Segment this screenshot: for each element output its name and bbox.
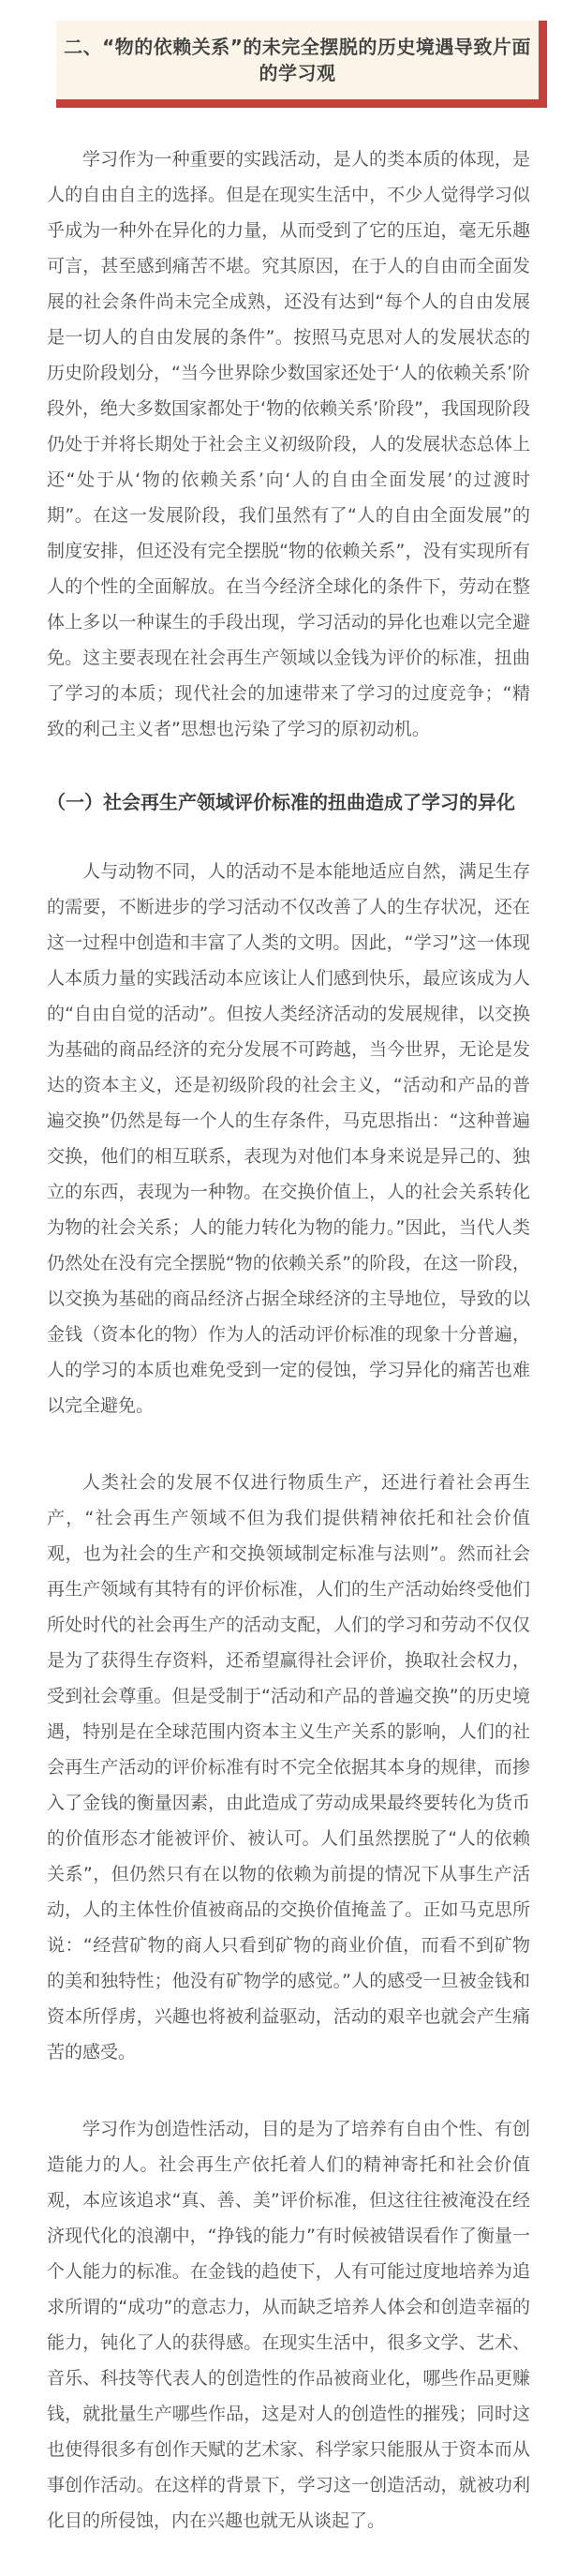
section-title: 二、“物的依赖关系”的未完全摆脱的历史境遇导致片面的学习观 xyxy=(64,36,531,84)
body-paragraph: 人类社会的发展不仅进行物质生产，还进行着社会再生产，“社会再生产领域不但为我们提供精神依托和社会价值观，也为社会的生产和交换领域制定标准与法则”。然而社会再生产领域有其特有的评价标准，人们的生产活动始终受他们所处时代的社会再生产的活动支配，人们的学习和劳动不仅仅是为了获得生存资料，还希望赢得社会评价，换取社会权力，受到社会尊重。但是受制于“活动和产品的普遍交换”的历史境遇，特别是在全球范围内资本主义生产关系的影响，人们的社会再生产活动的评价标准有时不完全依据其本身的规律，而掺入了金钱的衡量因素，由此造成了劳动成果最终要转化为货币的价值形态才能被评价、被认可。人们虽然摆脱了“人的依赖关系”，但仍然只有在以物的依赖为前提的情况下从事生产活动，人的主体性价值被商品的交换价值掩盖了。正如马克思所说：“经营矿物的商人只看到矿物的商业价值，而看不到矿物的美和独特性；他没有矿物学的感觉。”人的感受一旦被金钱和资本所俘虏，兴趣也将被利益驱动，活动的艰辛也就会产生痛苦的感受。 xyxy=(47,1472,530,2062)
article-body xyxy=(0,141,577,2576)
section-title-banner xyxy=(56,21,547,108)
body-paragraph: 学习作为创造性活动，目的是为了培养有自由个性、有创造能力的人。社会再生产依托着人们的精神寄托和社会价值观，本应该追求“真、善、美”评价标准，但这往往被淹没在经济现代化的浪潮中，“挣钱的能力”有时候被错误看作了衡量一个人能力的标准。在金钱的趋使下，人有可能过度地培养为追求所谓的“成功”的意志力，从而缺乏培养人体会和创造幸福的能力，钝化了人的获得感。在现实生活中，很多文学、艺术、音乐、科技等代表人的创造性的作品被商业化，哪些作品更赚钱，就批量生产哪些作品，这是对人的创造性的摧残；同时这也使得很多有创作天赋的艺术家、科学家只能服从于资本而从事创作活动。在这样的背景下，学习这一创造活动，就被功利化目的所侵蚀，内在兴趣也就无从谈起了。 xyxy=(47,2119,530,2531)
article-page xyxy=(0,21,577,2576)
subsection-heading: （一）社会再生产领域评价标准的扭曲造成了学习的异化 xyxy=(47,791,515,813)
body-paragraph: 人与动物不同，人的活动不是本能地适应自然，满足生存的需要，不断进步的学习活动不仅改善了人的生存状况，还在这一过程中创造和丰富了人类的文明。因此，“学习”这一体现人本质力量的实践活动本应该让人们感到快乐，最应该成为人的“自由自觉的活动”。但按人类经济活动的发展规律，以交换为基础的商品经济的充分发展不可跨越，当今世界，无论是发达的资本主义，还是初级阶段的社会主义，“活动和产品的普遍交换”仍然是每一个人的生存条件，马克思指出：“这种普遍交换，他们的相互联系，表现为对他们本身来说是异己的、独立的东西，表现为一种物。在交换价值上，人的社会关系转化为物的社会关系；人的能力转化为物的能力。”因此，当代人类仍然处在没有完全摆脱“物的依赖关系”的阶段，在这一阶段，以交换为基础的商品经济占据全球经济的主导地位，导致的以金钱（资本化的物）作为人的活动评价标准的现象十分普遍，人的学习的本质也难免受到一定的侵蚀，学习异化的痛苦也难以完全避免。 xyxy=(47,861,530,1416)
intro-paragraph: 学习作为一种重要的实践活动，是人的类本质的体现，是人的自由自主的选择。但是在现实生活中，不少人觉得学习似乎成为一种外在异化的力量，从而受到了它的压迫，毫无乐趣可言，甚至感到痛苦不堪。究其原因，在于人的自由而全面发展的社会条件尚未完全成熟，还没有达到“每个人的自由发展是一切人的自由发展的条件”。按照马克思对人的发展状态的历史阶段划分，“当今世界除少数国家还处于‘人的依赖关系’阶段外，绝大多数国家都处于‘物的依赖关系’阶段”，我国现阶段仍处于并将长期处于社会主义初级阶段，人的发展状态总体上还“处于从‘物的依赖关系’向‘人的自由全面发展’的过渡时期”。在这一发展阶段，我们虽然有了“人的自由全面发展”的制度安排，但还没有完全摆脱“物的依赖关系”，没有实现所有人的个性的全面解放。在当今经济全球化的条件下，劳动在整体上多以一种谋生的手段出现，学习活动的异化也难以完全避免。这主要表现在社会再生产领域以金钱为评价的标准，扭曲了学习的本质；现代社会的加速带来了学习的过度竞争；“精致的利己主义者”思想也污染了学习的原初动机。 xyxy=(47,149,530,739)
